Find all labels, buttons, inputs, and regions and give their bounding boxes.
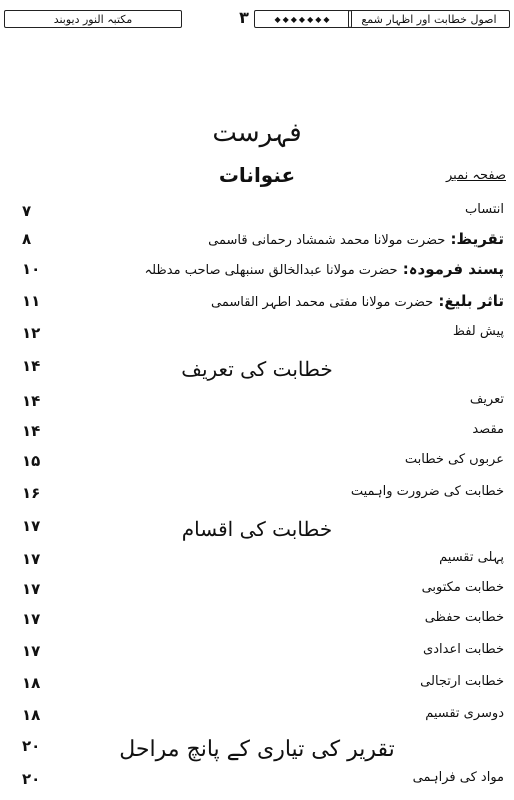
toc-entry-title: پیش لفظ xyxy=(452,324,504,339)
toc-section-heading xyxy=(0,735,514,763)
toc-page-number: ۲۰ xyxy=(22,737,41,755)
toc-page-number: ۱۶ xyxy=(22,484,41,502)
toc-entry xyxy=(0,608,514,636)
toc-entry xyxy=(0,672,514,700)
toc-page-number: ۸ xyxy=(22,230,32,248)
toc-page-number: ۱۸ xyxy=(22,706,41,724)
toc-entry-text xyxy=(465,202,504,217)
ornament-box xyxy=(254,10,352,28)
toc-page-number: ۱۴ xyxy=(22,422,41,440)
toc-entry-title: مواد کی فراہمی xyxy=(412,770,504,785)
toc-page-number: ۱۰ xyxy=(22,260,41,278)
toc-entry-title: خطابت اعدادی xyxy=(423,642,504,657)
toc-page-number: ۱۸ xyxy=(22,674,41,692)
toc-entry xyxy=(0,420,514,448)
section-subtitle: عنوانات xyxy=(218,163,296,187)
toc-entry xyxy=(0,548,514,576)
toc-page-number: ۱۷ xyxy=(22,610,41,628)
toc-entry xyxy=(0,450,514,478)
toc-page-number: ۱۴ xyxy=(22,357,41,375)
toc-entry xyxy=(0,228,514,256)
toc-entry-text xyxy=(145,260,504,278)
toc-page-number: ۱۱ xyxy=(22,292,41,310)
toc-section-heading xyxy=(0,515,514,543)
toc-entry-text xyxy=(425,706,504,721)
toc-entry-text xyxy=(420,674,504,689)
toc-entry-text xyxy=(413,770,504,785)
toc-entry-title: دوسری تقسیم xyxy=(425,706,504,721)
toc-page-number: ۱۴ xyxy=(22,392,41,410)
toc-entry-title: خطابت حفظی xyxy=(424,610,504,625)
toc-entry-label: تقریظ: xyxy=(445,230,504,248)
toc-entry xyxy=(0,640,514,668)
toc-entry-title: پہلی تقسیم xyxy=(439,550,504,565)
toc-entry-title: حضرت مولانا عبدالخالق سنبھلی صاحب مدظلہ xyxy=(144,263,398,278)
page-column-label: صفحہ نمبر xyxy=(446,168,506,183)
toc-entry xyxy=(0,258,514,286)
toc-entry xyxy=(0,704,514,732)
toc-entry-text xyxy=(405,452,504,467)
page-title: فہرست xyxy=(212,118,302,148)
toc-entry-title: تقریر کی تیاری کے پانچ مراحل xyxy=(119,737,395,762)
toc-page-number: ۱۵ xyxy=(22,452,41,470)
toc-entry-title: خطابت مکتوبی xyxy=(421,580,504,595)
toc-entry-text xyxy=(182,517,332,541)
running-header xyxy=(4,4,510,32)
toc-entry-title: حضرت مولانا محمد شمشاد رحمانی قاسمی xyxy=(208,233,446,248)
toc-entry-text xyxy=(472,422,504,437)
toc-entry-label: تاثر بلیغ: xyxy=(433,292,504,310)
toc-entry-title: عربوں کی خطابت xyxy=(404,452,504,467)
toc-entry-text xyxy=(439,550,504,565)
publisher-box xyxy=(4,10,182,28)
toc-page-number: ۱۲ xyxy=(22,324,41,342)
toc-entry xyxy=(0,482,514,510)
publisher-name: مکتبہ النور دیوبند xyxy=(53,12,133,26)
toc-entry-title: خطابت کی ضرورت واہمیت xyxy=(350,484,504,499)
toc-entry-title: حضرت مولانا مفتی محمد اطہر القاسمی xyxy=(211,295,434,310)
book-title-box xyxy=(348,10,510,28)
toc-page-number: ۷ xyxy=(22,202,32,220)
toc-entry-title: انتساب xyxy=(465,202,504,217)
toc-page-number: ۲۰ xyxy=(22,770,41,788)
toc-entry xyxy=(0,390,514,418)
toc-entry-title: خطابت کی تعریف xyxy=(181,357,333,381)
page-number: ۳ xyxy=(239,8,249,27)
toc-entry xyxy=(0,290,514,318)
toc-page-number: ۱۷ xyxy=(22,642,41,660)
ornament: ◆◆◆◆◆◆◆ xyxy=(274,14,332,24)
toc-entry-text xyxy=(453,324,504,339)
toc-entry-text xyxy=(422,580,504,595)
toc-entry-text xyxy=(119,737,395,762)
toc-entry-label: پسند فرمودہ: xyxy=(397,260,504,278)
toc-entry xyxy=(0,578,514,606)
toc-entry-text xyxy=(470,392,504,407)
toc-entry-title: مقصد xyxy=(472,422,504,437)
toc-entry-text xyxy=(211,292,504,310)
toc-entry-title: تعریف xyxy=(469,392,504,407)
toc-section-heading xyxy=(0,355,514,383)
toc-entry-text xyxy=(423,642,504,657)
toc-page-number: ۱۷ xyxy=(22,580,41,598)
toc-entry xyxy=(0,200,514,228)
toc-entry-text xyxy=(425,610,504,625)
toc-entry-text xyxy=(208,230,504,248)
toc-page-number: ۱۷ xyxy=(22,550,41,568)
toc-entry-title: خطابت کی اقسام xyxy=(181,517,333,541)
toc-entry xyxy=(0,768,514,796)
toc-entry xyxy=(0,322,514,350)
book-title: اصول خطابت اور اظہار شمع xyxy=(361,12,497,26)
toc-entry-text xyxy=(351,484,504,499)
toc-entry-title: خطابت ارتجالی xyxy=(420,674,504,689)
toc-entry-text xyxy=(181,357,333,381)
toc-page-number: ۱۷ xyxy=(22,517,41,535)
